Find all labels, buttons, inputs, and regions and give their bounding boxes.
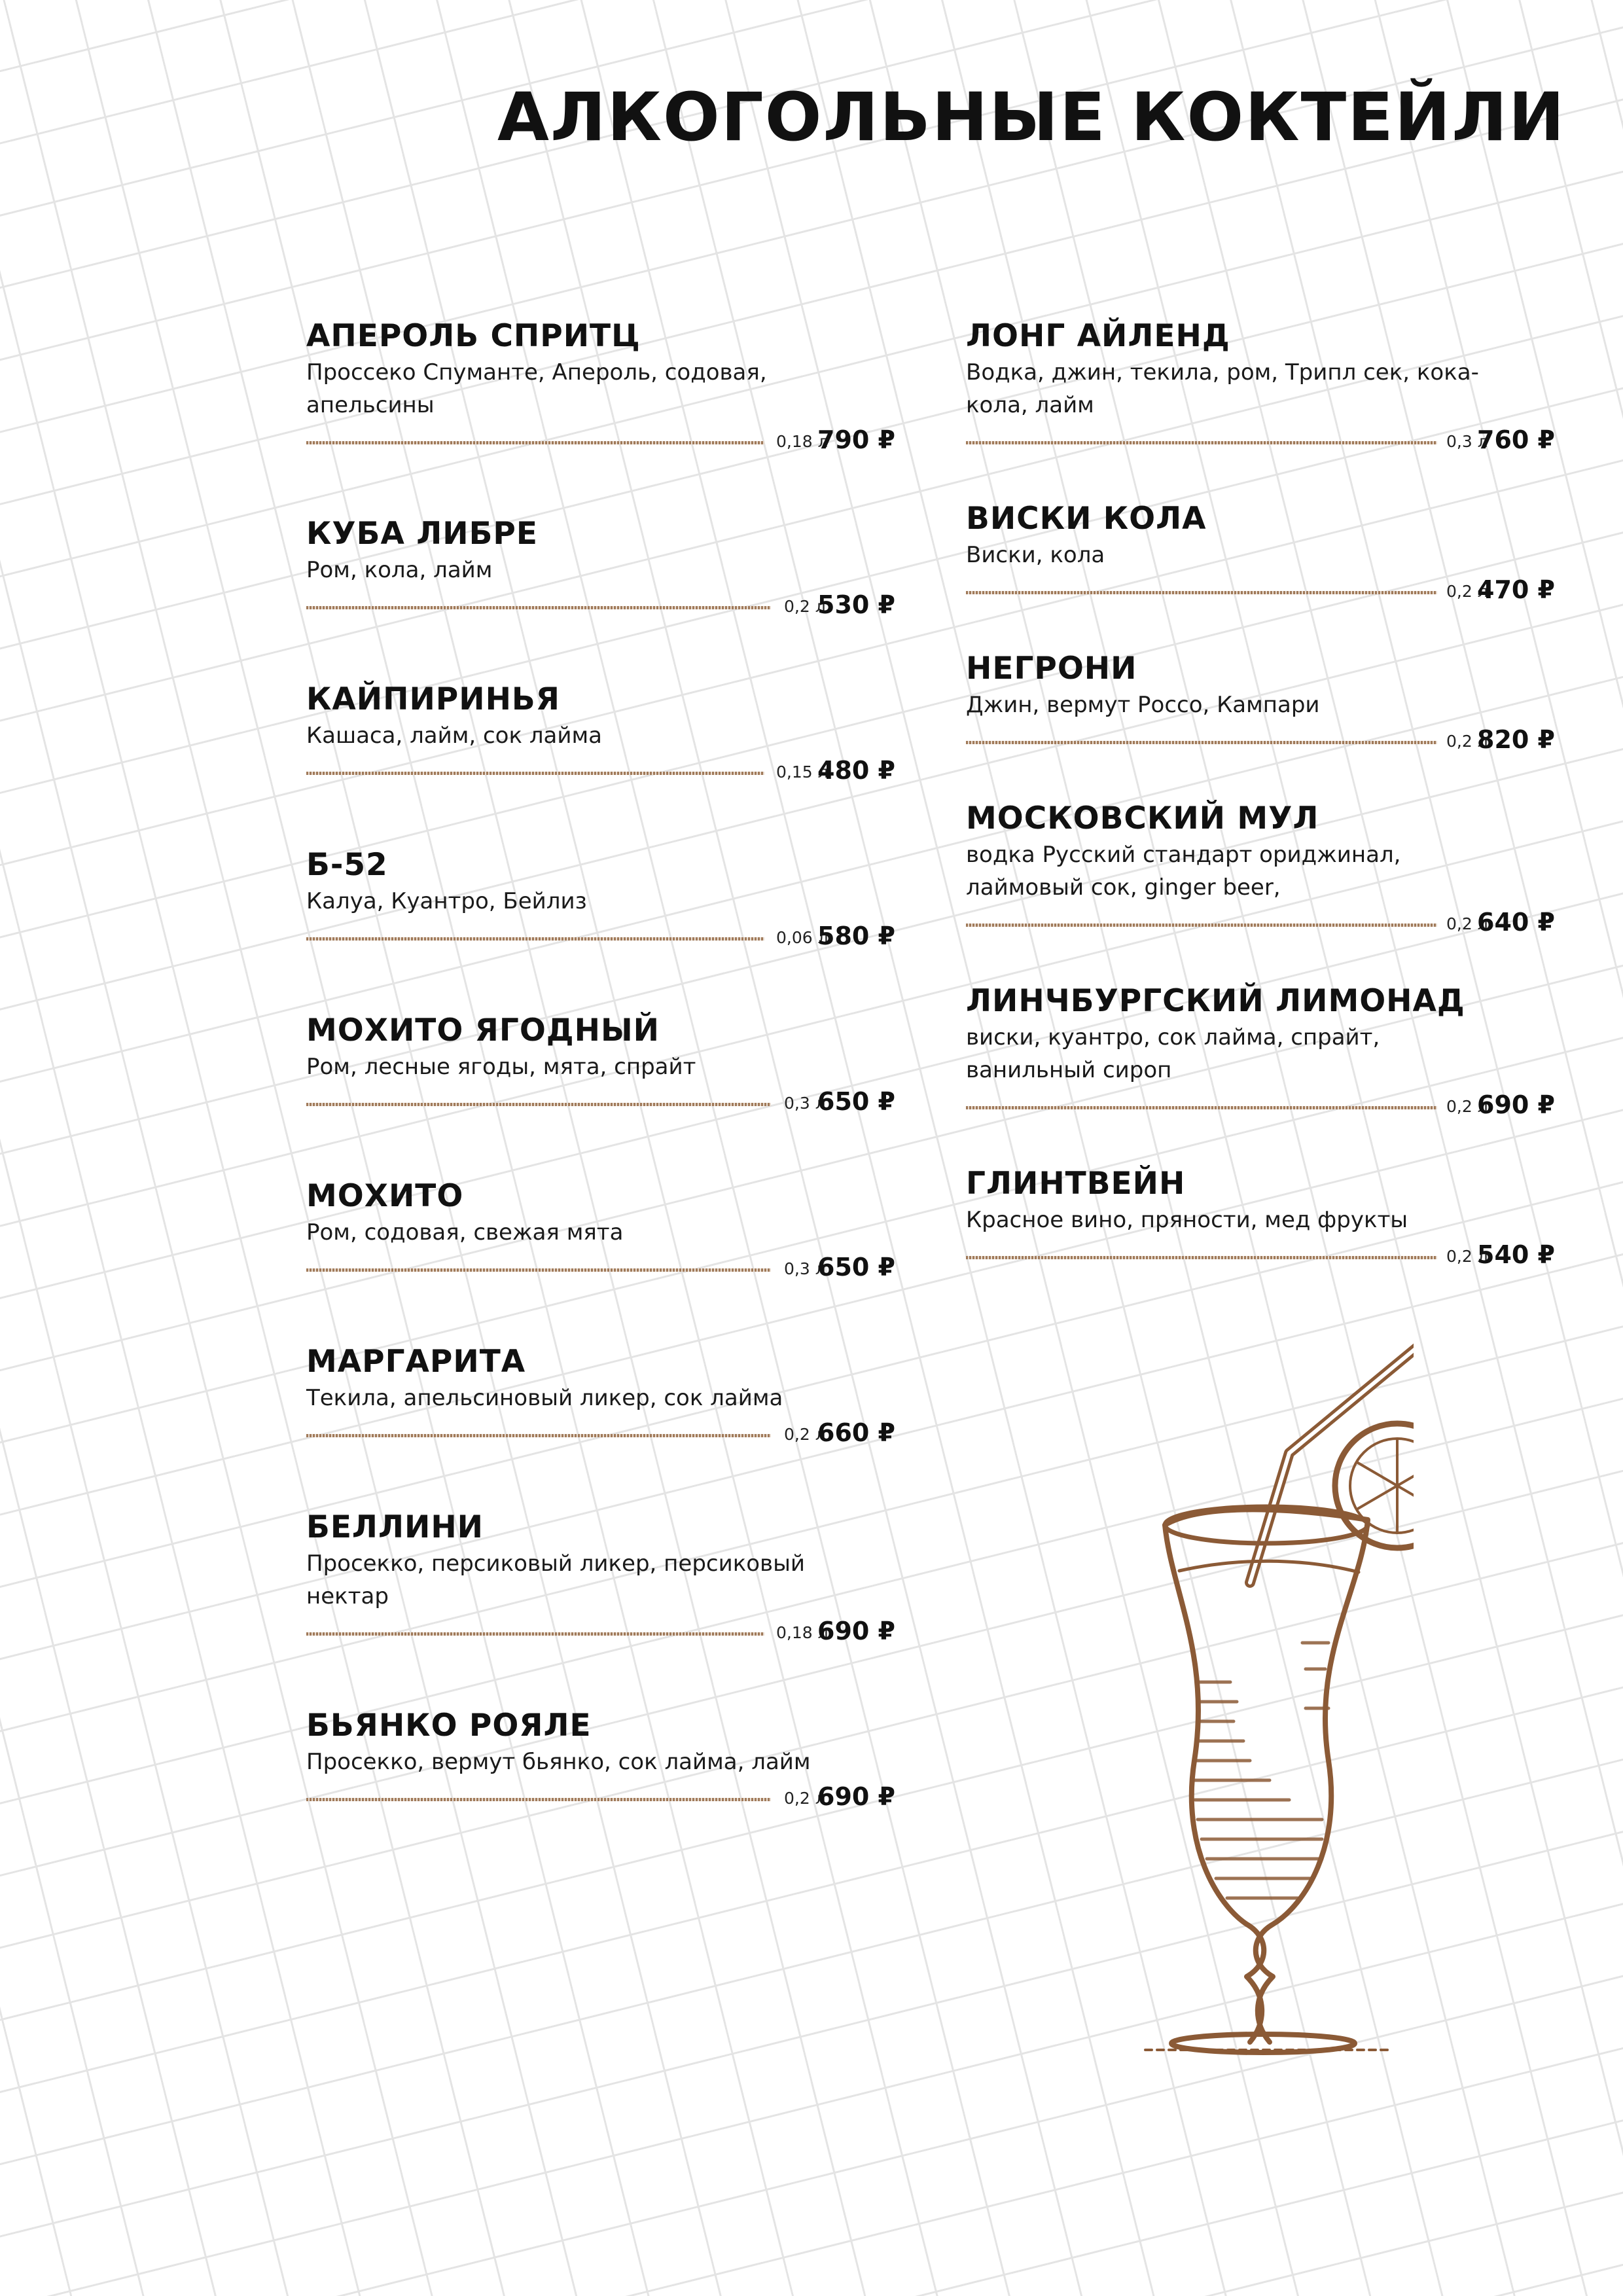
price-row bbox=[966, 425, 1555, 454]
dotted-leader bbox=[306, 1268, 771, 1272]
item-name: БЕЛЛИНИ bbox=[306, 1509, 484, 1545]
dotted-leader bbox=[306, 937, 764, 941]
dotted-leader bbox=[306, 1632, 764, 1636]
item-price: 650 ₽ bbox=[817, 1087, 895, 1116]
menu-item bbox=[966, 499, 1555, 604]
menu-item bbox=[306, 1508, 895, 1645]
item-price: 540 ₽ bbox=[1477, 1240, 1555, 1269]
item-name: ГЛИНТВЕЙН bbox=[966, 1166, 1186, 1202]
item-description: Водка, джин, текила, ром, Трипл сек, кока-кола, лайм bbox=[966, 359, 1479, 418]
menu-item bbox=[306, 1177, 895, 1282]
price-row bbox=[306, 590, 895, 619]
item-name: ЛОНГ АЙЛЕНД bbox=[966, 318, 1230, 354]
item-name: АПЕРОЛЬ СПРИТЦ bbox=[306, 318, 641, 354]
dotted-leader bbox=[966, 741, 1437, 744]
menu-item bbox=[306, 846, 895, 950]
page-title: АЛКОГОЛЬНЫЕ КОКТЕЙЛИ bbox=[497, 79, 1566, 156]
item-description: Красное вино, пряности, мед фрукты bbox=[966, 1207, 1408, 1233]
item-description: Ром, лесные ягоды, мята, спрайт bbox=[306, 1054, 696, 1080]
dotted-leader bbox=[966, 1256, 1437, 1259]
item-name: КУБА ЛИБРЕ bbox=[306, 516, 538, 552]
item-price: 820 ₽ bbox=[1477, 725, 1555, 754]
item-price: 690 ₽ bbox=[1477, 1090, 1555, 1119]
item-volume: 0,06 л bbox=[776, 928, 829, 947]
item-name: МАРГАРИТА bbox=[306, 1344, 526, 1380]
dotted-leader bbox=[966, 1106, 1437, 1109]
dotted-leader bbox=[306, 606, 771, 609]
menu-item bbox=[306, 317, 895, 454]
price-row bbox=[306, 1619, 895, 1645]
menu-item bbox=[306, 514, 895, 619]
item-volume: 0,3 л bbox=[784, 1094, 826, 1113]
item-price: 650 ₽ bbox=[817, 1253, 895, 1282]
item-price: 660 ₽ bbox=[817, 1418, 895, 1447]
item-volume: 0,2 л bbox=[1446, 1247, 1488, 1266]
dotted-leader bbox=[306, 1798, 771, 1801]
item-volume: 0,2 л bbox=[784, 1425, 826, 1444]
dotted-leader bbox=[966, 441, 1437, 444]
item-price: 580 ₽ bbox=[817, 922, 895, 950]
item-name: МОСКОВСКИЙ МУЛ bbox=[966, 800, 1319, 836]
item-name: МОХИТО ЯГОДНЫЙ bbox=[306, 1013, 660, 1049]
item-name: ВИСКИ КОЛА bbox=[966, 501, 1207, 537]
item-description: Проссеко Спуманте, Апероль, содовая, апельсины bbox=[306, 359, 767, 418]
price-row bbox=[966, 1090, 1555, 1119]
menu-item bbox=[306, 680, 895, 785]
item-price: 760 ₽ bbox=[1477, 425, 1555, 454]
item-name: ЛИНЧБУРГСКИЙ ЛИМОНАД bbox=[966, 983, 1465, 1019]
dotted-leader bbox=[966, 591, 1437, 594]
item-volume: 0,2 л bbox=[1446, 1097, 1488, 1116]
price-row bbox=[306, 924, 895, 950]
item-volume: 0,2 л bbox=[1446, 732, 1488, 751]
item-volume: 0,18 л bbox=[776, 432, 829, 451]
item-price: 690 ₽ bbox=[817, 1782, 895, 1811]
item-price: 690 ₽ bbox=[817, 1617, 895, 1645]
item-description: Калуа, Куантро, Бейлиз bbox=[306, 888, 587, 914]
price-row bbox=[966, 1240, 1555, 1269]
item-price: 790 ₽ bbox=[817, 425, 895, 454]
item-name: МОХИТО bbox=[306, 1178, 464, 1214]
dotted-leader bbox=[306, 1434, 771, 1437]
item-name: КАЙПИРИНЬЯ bbox=[306, 681, 560, 717]
price-row bbox=[306, 1782, 895, 1811]
menu-item bbox=[306, 1706, 895, 1811]
item-name: НЕГРОНИ bbox=[966, 651, 1137, 687]
price-row bbox=[306, 425, 895, 454]
item-volume: 0,3 л bbox=[784, 1259, 826, 1278]
menu-item bbox=[306, 1342, 895, 1447]
menu-item bbox=[966, 799, 1555, 937]
menu-item bbox=[966, 1164, 1555, 1269]
item-volume: 0,2 л bbox=[784, 1789, 826, 1808]
price-row bbox=[306, 1255, 895, 1282]
cocktail-glass-icon bbox=[1139, 1316, 1414, 2055]
item-volume: 0,2 л bbox=[1446, 914, 1488, 933]
item-description: Кашаса, лайм, сок лайма bbox=[306, 723, 602, 749]
dotted-leader bbox=[306, 441, 764, 444]
item-volume: 0,18 л bbox=[776, 1623, 829, 1642]
item-volume: 0,15 л bbox=[776, 762, 829, 781]
menu-item bbox=[966, 649, 1555, 754]
price-row bbox=[306, 1418, 895, 1447]
price-row bbox=[966, 910, 1555, 937]
price-row bbox=[306, 756, 895, 785]
menu-item bbox=[966, 982, 1555, 1119]
item-price: 480 ₽ bbox=[817, 756, 895, 785]
price-row bbox=[966, 725, 1555, 754]
item-price: 470 ₽ bbox=[1477, 575, 1555, 604]
item-description: Виски, кола bbox=[966, 542, 1105, 568]
item-description: Просекко, персиковый ликер, персиковый нектар bbox=[306, 1551, 806, 1609]
item-volume: 0,2 л bbox=[784, 597, 826, 616]
item-volume: 0,3 л bbox=[1446, 432, 1488, 451]
item-volume: 0,2 л bbox=[1446, 582, 1488, 601]
item-description: виски, куантро, сок лайма, спрайт, ванильный сироп bbox=[966, 1024, 1380, 1083]
item-description: Джин, вермут Россо, Кампари bbox=[966, 692, 1320, 718]
item-description: Ром, содовая, свежая мята bbox=[306, 1219, 624, 1246]
dotted-leader bbox=[306, 1103, 771, 1106]
item-price: 640 ₽ bbox=[1477, 908, 1555, 937]
item-description: Текила, апельсиновый ликер, сок лайма bbox=[306, 1385, 783, 1411]
menu-item bbox=[306, 1011, 895, 1116]
item-description: Ром, кола, лайм bbox=[306, 557, 493, 583]
item-name: Б-52 bbox=[306, 847, 388, 883]
item-description: водка Русский стандарт ориджинал, лаймовый сок, ginger beer, bbox=[966, 842, 1401, 901]
dotted-leader bbox=[966, 924, 1437, 927]
dotted-leader bbox=[306, 772, 764, 775]
price-row bbox=[306, 1087, 895, 1116]
item-price: 530 ₽ bbox=[817, 590, 895, 619]
menu-item bbox=[966, 317, 1555, 454]
price-row bbox=[966, 575, 1555, 604]
item-name: БЬЯНКО РОЯЛЕ bbox=[306, 1708, 592, 1744]
item-description: Просекко, вермут бьянко, сок лайма, лайм bbox=[306, 1749, 811, 1775]
